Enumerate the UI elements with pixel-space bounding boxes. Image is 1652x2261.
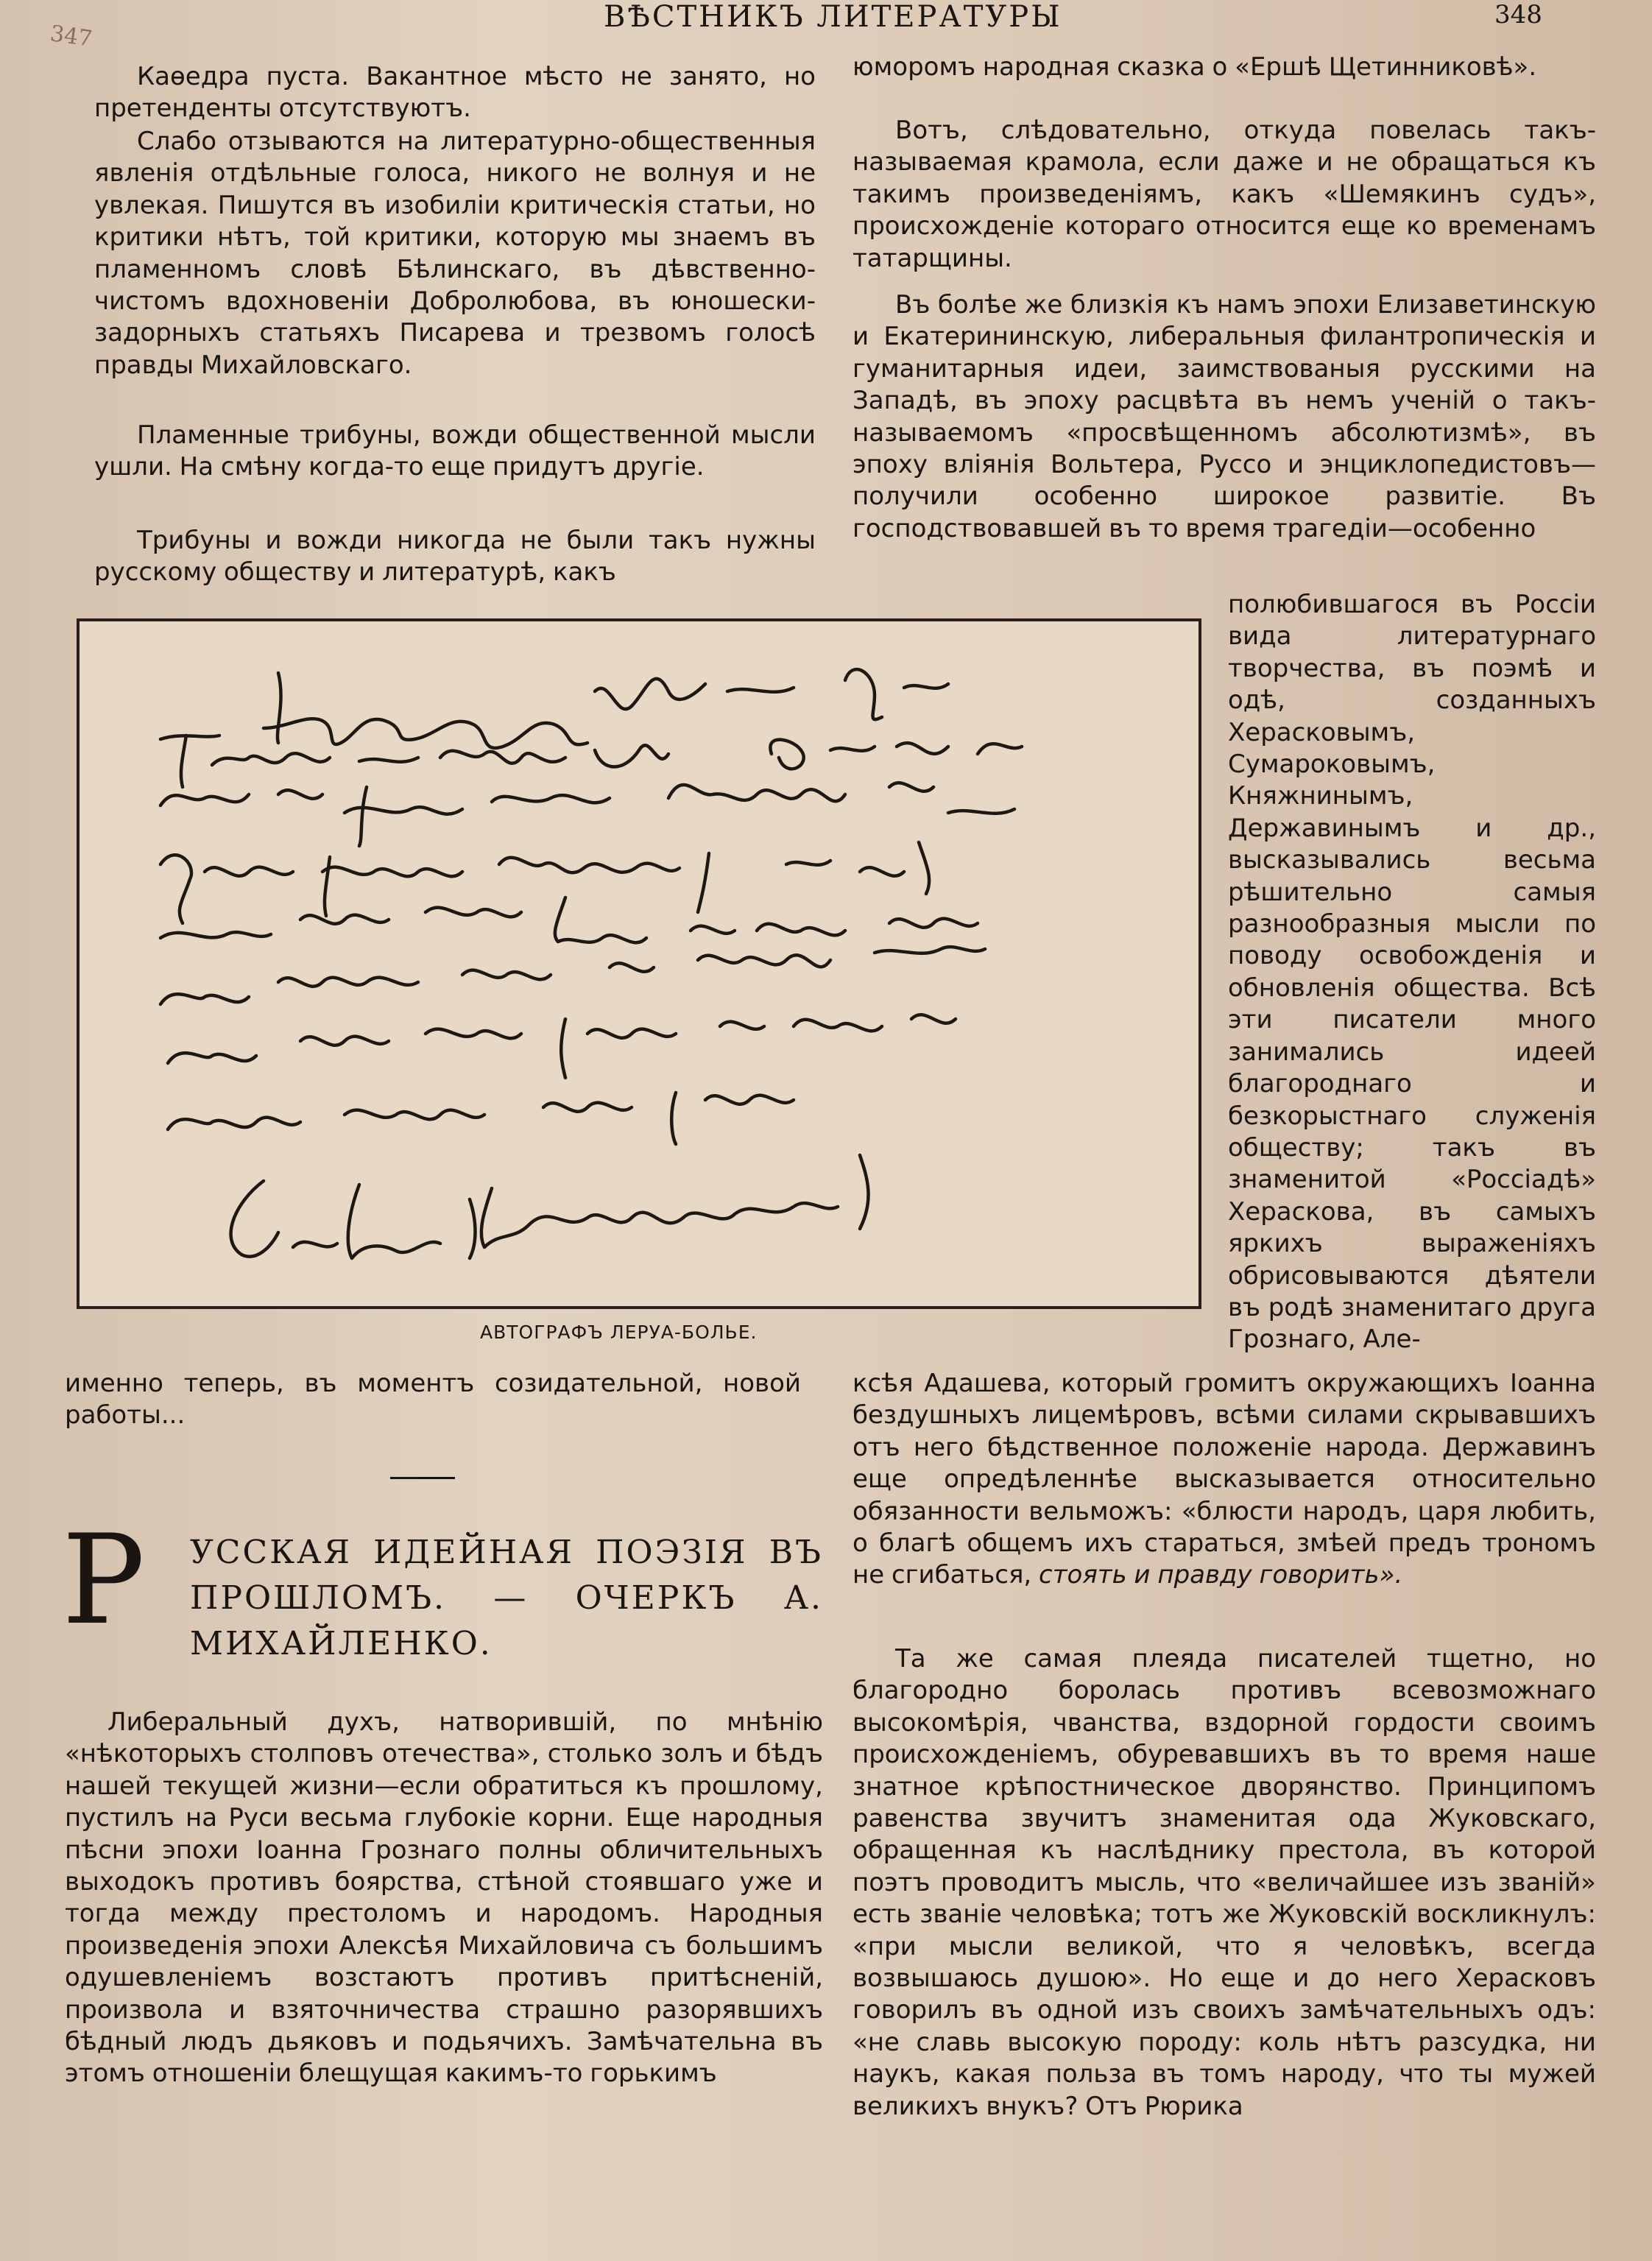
handwritten-autograph: [80, 621, 1193, 1300]
right-paragraph-1: юморомъ народная сказка о «Ершѣ Щетинниковѣ».: [853, 52, 1537, 82]
section-separator: [390, 1477, 455, 1479]
derzhavin-quote-italic: стоять и правду говорить».: [1039, 1560, 1403, 1590]
right-paragraph-4-text: ксѣя Адашева, который громитъ окружающихъ Іоанна бездушныхъ лицемѣровъ, всѣми силами скрывавшихъ отъ него бѣдственное положеніе народа. Державинъ еще опредѣленнѣе высказывается относительно обязанности вельможъ: «блюсти народъ, царя любить, о благѣ общемъ ихъ стараться, змѣей предъ трономъ не сгибаться,: [853, 1369, 1596, 1590]
article-drop-cap: Р: [62, 1508, 146, 1652]
autograph-frame: [77, 618, 1201, 1309]
left-paragraph-5: именно теперь, въ моментъ созидательной, новой работы...: [65, 1369, 801, 1431]
left-paragraph-2: Слабо отзываются на литературно-общественныя явленія отдѣльные голоса, никого не волнуя и не увлекая. Пишутся въ изобиліи критическія статьи, но критики нѣтъ, той критики, которую мы знаемъ въ пламенномъ словѣ Бѣлинскаго, въ дѣвственно-чистомъ вдохновеніи Добролюбова, въ юношески-задорныхъ статьяхъ Писарева и трезвомъ голосѣ правды Михайловскаго.: [94, 127, 816, 380]
running-head: ВѢСТНИКЪ ЛИТЕРАТУРЫ: [604, 0, 1062, 34]
right-paragraph-3-narrow: полюбившагося въ Россіи вида литературнаго творчества, въ поэмѣ и одѣ, созданныхъ Херасковымъ, Сумароковымъ, Княжнинымъ, Державинымъ и др., высказывались весьма рѣшительно самыя разнообразныя мысли по поводу освобожденія и обновленія общества. Всѣ эти писатели много занимались идеей благороднаго и безкорыстнаго служенія обществу; такъ въ знаменитой «Россіадѣ» Хераскова, въ самыхъ яркихъ выраженіяхъ обрисовываются дѣятели въ родѣ знаменитаго друга Грознаго, Але-: [1228, 590, 1596, 1355]
article-title: УССКАЯ ИДЕЙНАЯ ПОЭЗІЯ ВЪ ПРОШЛОМЪ. — ОЧЕРКЪ А. МИХАЙЛЕНКО.: [190, 1534, 823, 1662]
page-number-right: 348: [1494, 0, 1542, 29]
right-paragraph-4: [853, 1368, 1596, 1592]
right-paragraph-2: Вотъ, слѣдовательно, откуда повелась такъ-называемая крамола, если даже и не обращаться къ такимъ произведеніямъ, какъ «Шемякинъ судъ», происхожденіе котораго относится еще ко временамъ татарщины.: [853, 116, 1596, 273]
page-number-left: 347: [48, 21, 94, 52]
right-paragraph-5: Та же самая плеяда писателей тщетно, но благородно боролась противъ всевозможнаго высокомѣрія, чванства, вздорной гордости своимъ происхожденіемъ, обуревавшихъ въ то время наше знатное крѣпостническое дворянство. Принципомъ равенства звучитъ знаменитая ода Жуковскаго, обращенная къ наслѣднику престола, въ которой поэтъ проводитъ мысль, что «величайшее изъ званій» есть званіе человѣка; тотъ же Жуковскій воскликнулъ: «при мысли великой, что я человѣкъ, всегда возвышаюсь душою». Но еще и до него Херасковъ говорилъ въ одной изъ своихъ замѣчательныхъ одъ: «не славь высокую породу: коль нѣтъ разсудка, ни наукъ, какая польза въ томъ народу, что ты мужей великихъ внукъ? Отъ Рюрика: [853, 1644, 1596, 2121]
right-paragraph-3: Въ болѣе же близкія къ намъ эпохи Елизаветинскую и Екатерининскую, либеральныя филантропическія и гуманитарныя идеи, заимствованыя русскими на Западѣ, въ эпоху расцвѣта въ немъ ученій о такъ-называемомъ «просвѣщенномъ абсолютизмѣ», въ эпоху вліянія Вольтера, Руссо и энциклопедистовъ—получили особенно широкое развитіе. Въ господствовавшей въ то время трагедіи—особенно: [853, 290, 1596, 543]
article-body: Либеральный духъ, натворившій, по мнѣнію «нѣкоторыхъ столповъ отечества», столько золъ и бѣдъ нашей текущей жизни—если обратиться къ прошлому, пустилъ на Руси весьма глубокіе корни. Еще народныя пѣсни эпохи Іоанна Грознаго полны обличительныхъ выходокъ противъ боярства, стѣной стоявшаго уже и тогда между престоломъ и народомъ. Народныя произведенія эпохи Алексѣя Михайловича съ большимъ одушевленіемъ возстаютъ противъ притѣсненій, произвола и взяточничества страшно разорявшихъ бѣдный людъ дьяковъ и подьячихъ. Замѣчательна въ этомъ отношеніи блещущая какимъ-то горькимъ: [65, 1707, 823, 2089]
autograph-caption: АВТОГРАФЪ ЛЕРУА-БОЛЬЕ.: [480, 1322, 758, 1343]
left-paragraph-4: Трибуны и вожди никогда не были такъ нужны русскому обществу и литературѣ, какъ: [94, 526, 816, 588]
left-paragraph-1: Каѳедра пуста. Вакантное мѣсто не занято, но претенденты отсутствуютъ.: [94, 62, 816, 124]
left-paragraph-3: Пламенные трибуны, вожди общественной мысли ушли. На смѣну когда-то еще придутъ другіе.: [94, 420, 816, 482]
